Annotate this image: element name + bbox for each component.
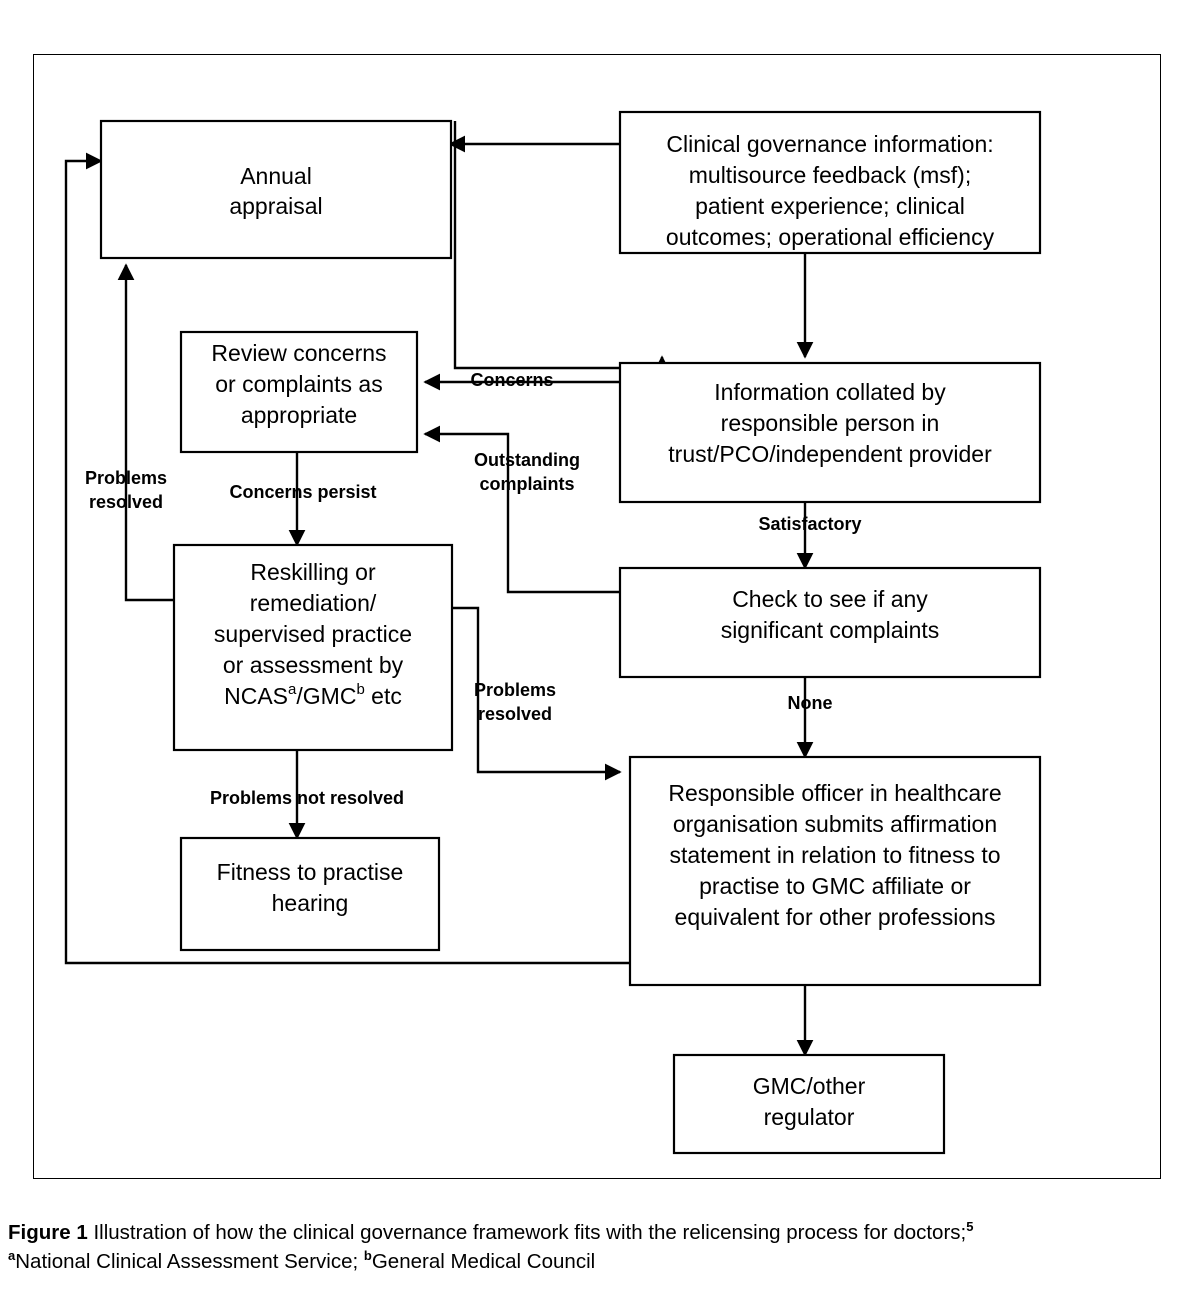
edge-label-concerns: Concerns (470, 370, 554, 390)
svg-text:Outstanding: Outstanding (474, 450, 580, 470)
node-responsible-officer-line4: practise to GMC affiliate or (699, 873, 971, 900)
node-fitness-line1: Fitness to practise (216, 859, 404, 886)
node-review-concerns-line1: Review concerns (211, 340, 387, 367)
node-gmc-regulator-line1: GMC/other (752, 1073, 866, 1100)
node-review-concerns-line2: or complaints as (215, 371, 383, 398)
footnote-b-marker: b (363, 1247, 372, 1263)
node-clinical-governance-information (620, 112, 1040, 253)
edge-label-problems-not-resolved: Problems not resolved (209, 788, 405, 808)
node-check-complaints-line2: significant complaints (720, 617, 940, 644)
svg-text:complaints: complaints (479, 474, 575, 494)
node-information-collated-line1: Information collated by (714, 379, 946, 406)
node-clinical-governance-line2: multisource feedback (msf); (688, 162, 972, 189)
edge-label-satisfactory: Satisfactory (758, 514, 862, 534)
node-responsible-officer (630, 757, 1040, 985)
footnote-b-text: General Medical Council (371, 1249, 596, 1273)
node-responsible-officer-line2: organisation submits affirmation (672, 811, 998, 838)
node-annual-appraisal-line2: appraisal (229, 193, 323, 220)
node-responsible-officer-line1: Responsible officer in healthcare (668, 780, 1002, 807)
svg-text:Problems: Problems (473, 680, 557, 700)
edge-label-outstanding-complaints (474, 450, 580, 494)
node-information-collated-line3: trust/PCO/independent provider (668, 441, 992, 468)
node-annual-appraisal (101, 121, 451, 258)
node-check-complaints (620, 568, 1040, 677)
edge-label-concerns-persist: Concerns persist (229, 482, 377, 502)
node-reskilling-line5: NCAS$^a$/GMC$^b$ etc (224, 680, 402, 710)
node-clinical-governance-line1: Clinical governance information: (666, 131, 994, 158)
node-reskilling-remediation (174, 545, 452, 750)
node-review-concerns (181, 332, 417, 452)
figure-caption (8, 1218, 1188, 1275)
node-reskilling-line3: supervised practice (213, 621, 413, 648)
caption-label: Figure 1 (8, 1220, 88, 1244)
node-reskilling-line2: remediation/ (249, 590, 377, 617)
node-responsible-officer-line3: statement in relation to fitness to (669, 842, 1001, 869)
node-clinical-governance-line3: patient experience; clinical (695, 193, 965, 220)
node-gmc-regulator (674, 1055, 944, 1153)
node-reskilling-line4: or assessment by (222, 652, 404, 679)
svg-text:resolved: resolved (477, 704, 553, 724)
node-information-collated (620, 363, 1040, 502)
edge-label-problems-resolved-mid (474, 680, 556, 724)
svg-text:Problems: Problems (84, 468, 168, 488)
svg-text:resolved: resolved (88, 492, 164, 512)
node-responsible-officer-line5: equivalent for other professions (674, 904, 996, 931)
footnote-a-marker: a (8, 1247, 16, 1263)
node-information-collated-line2: responsible person in (720, 410, 940, 437)
node-check-complaints-line1: Check to see if any (732, 586, 928, 613)
node-fitness-line2: hearing (271, 890, 349, 917)
node-fitness-to-practise-hearing (181, 838, 439, 950)
caption-reference: 5 (966, 1219, 974, 1234)
node-annual-appraisal-line1: Annual (240, 163, 312, 190)
node-gmc-regulator-line2: regulator (763, 1104, 855, 1131)
node-clinical-governance-line4: outcomes; operational efficiency (665, 224, 995, 251)
caption-text: Illustration of how the clinical governance framework fits with the relicensing process for doctors; (93, 1220, 967, 1244)
footnote-a-text: National Clinical Assessment Service; (15, 1249, 359, 1273)
node-review-concerns-line3: appropriate (240, 402, 358, 429)
edge-label-none: None (787, 693, 833, 713)
node-reskilling-line1: Reskilling or (250, 559, 376, 586)
